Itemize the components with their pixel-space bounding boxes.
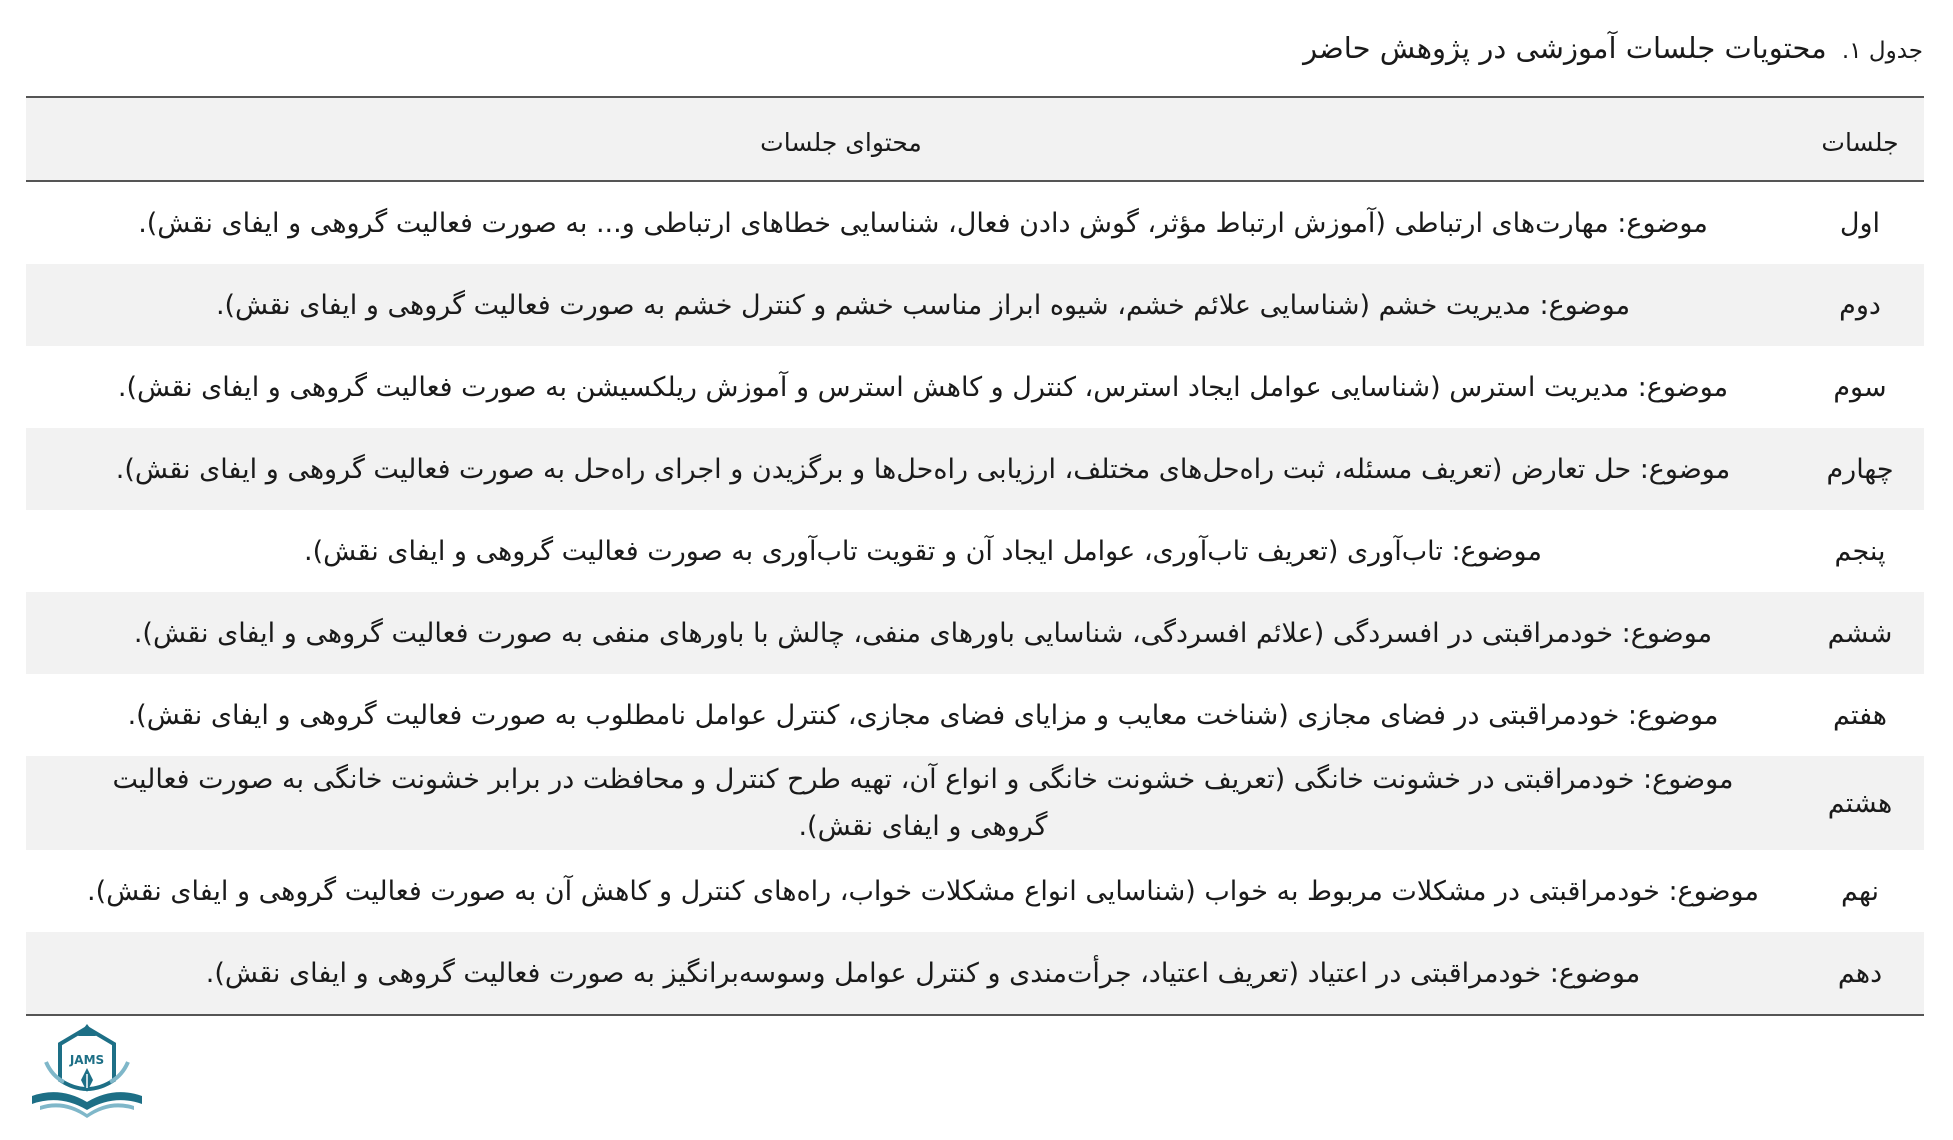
sessions-table [26, 96, 1924, 1016]
content-cell: موضوع: خودمراقبتی در فضای مجازی (شناخت معایب و مزایای فضای مجازی، کنترل عوامل نامطلوب به صورت فعالیت گروهی و ایفای نقش). [127, 699, 1719, 731]
content-cell: موضوع: حل تعارض (تعریف مسئله، ثبت راه‌حل‌های مختلف، ارزیابی راه‌حل‌ها و برگزیدن و اجرای راه‌حل به صورت فعالیت گروهی و ایفای نقش). [115, 453, 1731, 485]
content-cell: موضوع: خودمراقبتی در خشونت خانگی (تعریف خشونت خانگی و انواع آن، تهیه طرح کنترل و محافظت در برابر خشونت خانگی به صورت فعالیت گروهی و ایفای نقش). [112, 764, 1734, 842]
content-cell: موضوع: مهارت‌های ارتباطی (آموزش ارتباط مؤثر، گوش دادن فعال، شناسایی خطاهای ارتباطی و... به صورت فعالیت گروهی و ایفای نقش). [138, 207, 1708, 239]
table-row [26, 756, 1924, 850]
table-row [26, 264, 1924, 346]
session-cell: دوم [1839, 289, 1881, 321]
table-title: محتویات جلسات آموزشی در پژوهش حاضر [1303, 31, 1827, 65]
session-cell: نهم [1841, 875, 1879, 907]
table-number: جدول ۱. [1841, 38, 1923, 64]
table-row [26, 674, 1924, 756]
header-content: محتوای جلسات [760, 127, 922, 157]
content-cell: موضوع: خودمراقبتی در مشکلات مربوط به خواب (شناسایی انواع مشکلات خواب، راه‌های کنترل و کاهش آن به صورت فعالیت گروهی و ایفای نقش). [87, 875, 1759, 907]
table-header-row [26, 98, 1924, 182]
session-cell: دهم [1837, 957, 1883, 989]
table-caption [1303, 28, 1923, 71]
session-cell: هشتم [1827, 787, 1893, 819]
content-cell: موضوع: خودمراقبتی در اعتیاد (تعریف اعتیاد، جرأت‌مندی و کنترل عوامل وسوسه‌برانگیز به صورت فعالیت گروهی و ایفای نقش). [205, 957, 1641, 989]
session-cell: سوم [1833, 371, 1887, 403]
logo-text: JAMS [69, 1053, 105, 1067]
jams-logo-icon [26, 1022, 148, 1118]
table-row [26, 510, 1924, 592]
content-cell: موضوع: خودمراقبتی در افسردگی (علائم افسردگی، شناسایی باورهای منفی، چالش با باورهای منفی به صورت فعالیت گروهی و ایفای نقش). [133, 617, 1713, 649]
table-row [26, 592, 1924, 674]
session-cell: ششم [1827, 617, 1893, 649]
session-cell: پنجم [1834, 535, 1886, 567]
session-cell: هفتم [1832, 699, 1887, 731]
table-row [26, 428, 1924, 510]
content-cell: موضوع: تاب‌آوری (تعریف تاب‌آوری، عوامل ایجاد آن و تقویت تاب‌آوری به صورت فعالیت گروهی و ایفای نقش). [304, 535, 1542, 567]
session-cell: چهارم [1826, 453, 1894, 485]
content-cell: موضوع: مدیریت استرس (شناسایی عوامل ایجاد استرس، کنترل و کاهش استرس و آموزش ریلکسیشن به صورت فعالیت گروهی و ایفای نقش). [117, 371, 1729, 403]
table-row [26, 932, 1924, 1014]
content-cell: موضوع: مدیریت خشم (شناسایی علائم خشم، شیوه ابراز مناسب خشم و کنترل خشم به صورت فعالیت گروهی و ایفای نقش). [215, 289, 1631, 321]
table-row [26, 850, 1924, 932]
table-row [26, 182, 1924, 264]
session-cell: اول [1839, 207, 1881, 239]
table-row [26, 346, 1924, 428]
header-sessions: جلسات [1821, 127, 1899, 157]
